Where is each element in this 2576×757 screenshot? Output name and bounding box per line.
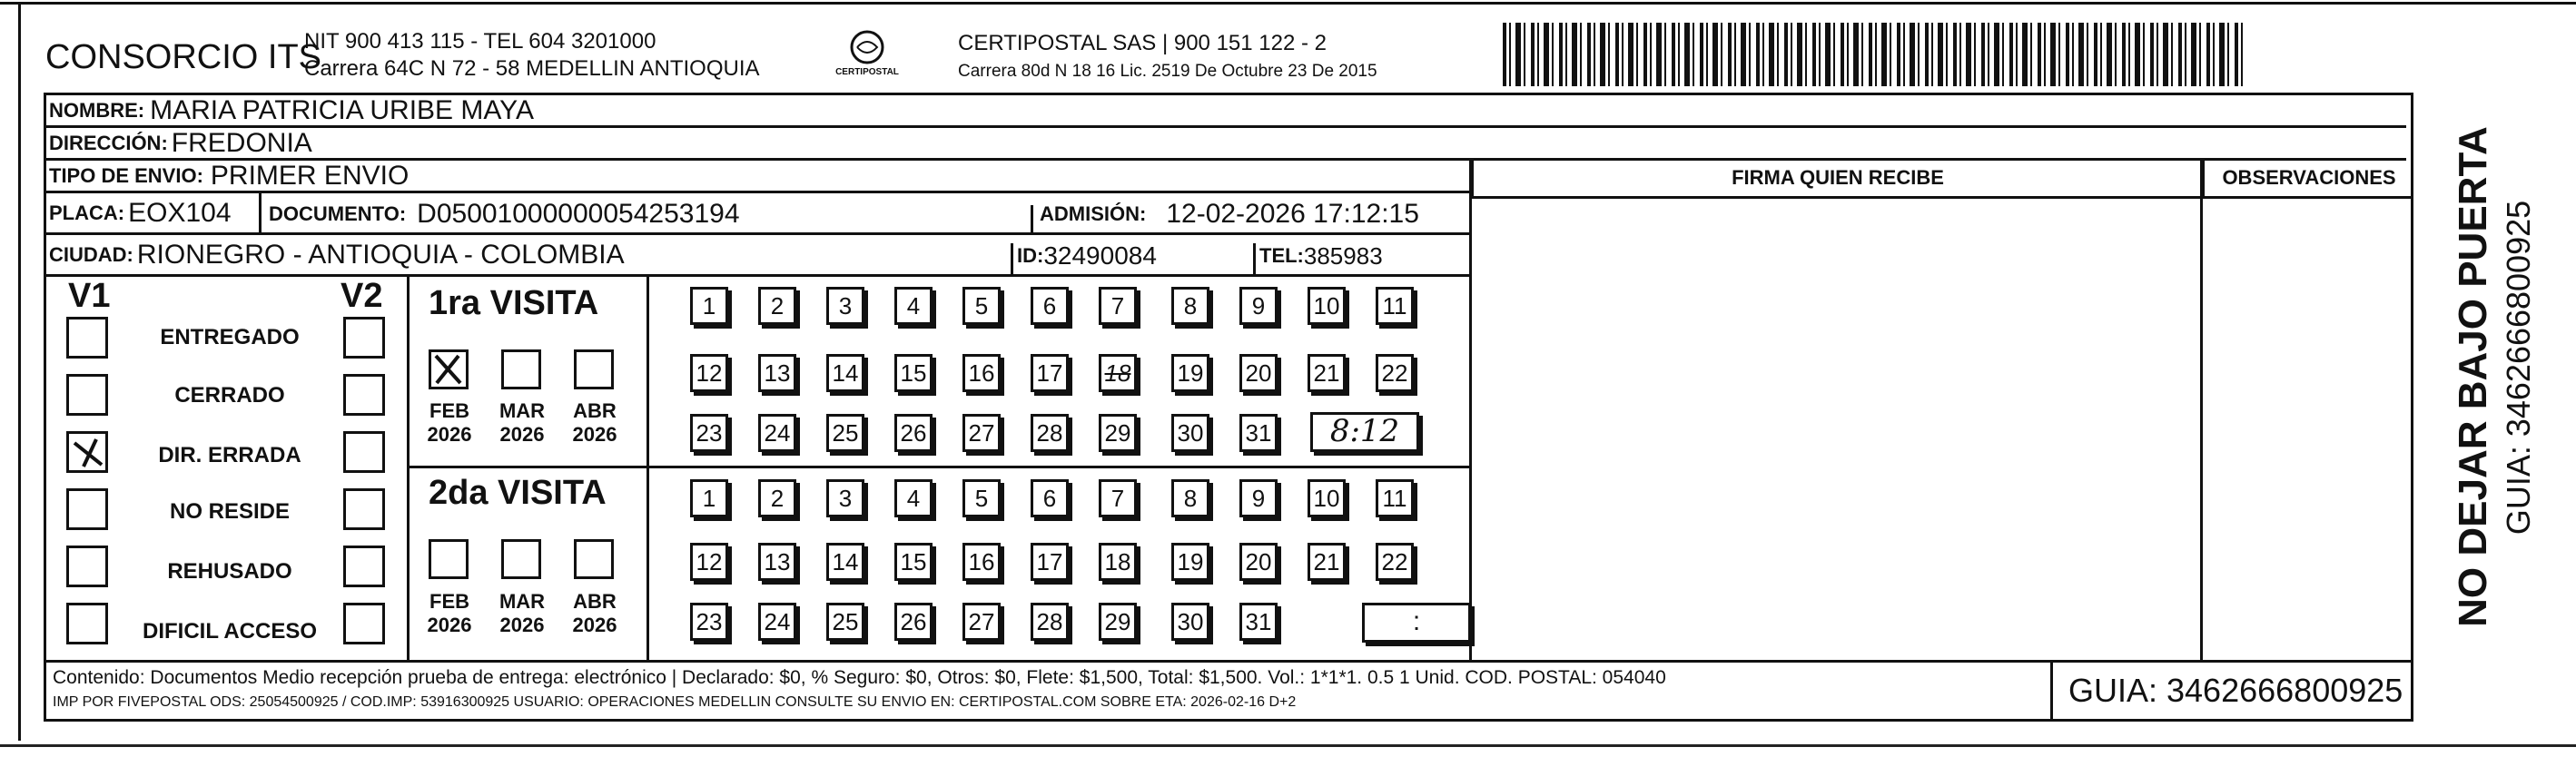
admision-cell: [1040, 193, 1419, 235]
second-visit-abr-checkbox[interactable]: [574, 539, 614, 579]
footer-guia-divider: [2050, 660, 2053, 722]
first-visit-time-field[interactable]: [1310, 412, 1419, 452]
second-visit-day-27[interactable]: 27: [962, 603, 1001, 641]
row-ciudad: [45, 235, 1471, 277]
observaciones-label: OBSERVACIONES: [2222, 166, 2396, 189]
id-value: 32490084: [1043, 241, 1157, 270]
second-visit-day-28[interactable]: 28: [1031, 603, 1069, 641]
second-visit-time-field[interactable]: [1362, 603, 1471, 643]
second-visit-day-4[interactable]: 4: [894, 479, 933, 517]
first-visit-day-18[interactable]: 18: [1099, 354, 1137, 392]
second-visit-day-6[interactable]: 6: [1031, 479, 1069, 517]
second-visit-day-8[interactable]: 8: [1171, 479, 1209, 517]
row-tipo-envio: [45, 161, 1471, 193]
first-visit-day-6[interactable]: 6: [1031, 287, 1069, 325]
direccion-value: FREDONIA: [171, 127, 312, 158]
v1-label: V1: [68, 277, 111, 315]
second-visit-day-13[interactable]: 13: [758, 543, 796, 581]
first-visit-day-21[interactable]: 21: [1308, 354, 1346, 392]
first-visit-month-feb: FEB 2026: [427, 399, 472, 446]
v2-checkbox-no-reside[interactable]: [343, 488, 385, 530]
visit-separator: [407, 466, 1471, 468]
status-rehusado: REHUSADO: [167, 559, 292, 584]
id-cell: [1017, 235, 1157, 277]
status-cerrado: CERRADO: [174, 383, 285, 408]
observaciones-column-divider: [2200, 161, 2203, 663]
second-visit-day-24[interactable]: 24: [758, 603, 796, 641]
second-visit-day-7[interactable]: 7: [1099, 479, 1137, 517]
second-visit-month-feb: FEB 2026: [427, 590, 472, 636]
first-visit-day-1[interactable]: 1: [690, 287, 728, 325]
first-visit-day-15[interactable]: 15: [894, 354, 933, 392]
certipostal-logo: [835, 27, 899, 82]
status-entregado: ENTREGADO: [160, 325, 300, 349]
first-visit-abr-checkbox[interactable]: [574, 349, 614, 389]
second-visit-day-18[interactable]: 18: [1099, 543, 1137, 581]
check-mark-icon: [69, 434, 105, 470]
second-visit-mar-checkbox[interactable]: [501, 539, 541, 579]
second-visit-day-21[interactable]: 21: [1308, 543, 1346, 581]
tel-value: 385983: [1303, 241, 1383, 270]
ciudad-value: RIONEGRO - ANTIOQUIA - COLOMBIA: [136, 239, 625, 270]
second-visit-day-11[interactable]: 11: [1376, 479, 1414, 517]
second-visit-feb-checkbox[interactable]: [429, 539, 469, 579]
first-visit-day-8[interactable]: 8: [1171, 287, 1209, 325]
second-visit-time-value: :: [1412, 606, 1421, 636]
first-visit-day-26[interactable]: 26: [894, 414, 933, 452]
first-visit-day-9[interactable]: 9: [1239, 287, 1278, 325]
first-visit-feb-checkbox[interactable]: [429, 349, 469, 389]
logo-caption: CERTIPOSTAL: [835, 67, 899, 77]
v2-checkbox-dir-errada[interactable]: [343, 431, 385, 473]
second-visit-day-2[interactable]: 2: [758, 479, 796, 517]
top-frame-line: [0, 2, 2576, 5]
second-visit-day-14[interactable]: 14: [826, 543, 864, 581]
placa-label: PLACA:: [49, 201, 125, 224]
side-guia: GUIA: 3462666800925: [2500, 200, 2537, 536]
first-visit-day-30[interactable]: 30: [1171, 414, 1209, 452]
divider-placa: [259, 193, 262, 235]
first-visit-mar-checkbox[interactable]: [501, 349, 541, 389]
first-visit-day-5[interactable]: 5: [962, 287, 1001, 325]
second-visit-day-9[interactable]: 9: [1239, 479, 1278, 517]
first-visit-day-14[interactable]: 14: [826, 354, 864, 392]
carrier-name: CERTIPOSTAL SAS | 900 151 122 - 2: [958, 31, 1327, 55]
second-visit-month-mar: MAR 2026: [498, 590, 546, 636]
second-visit-day-22[interactable]: 22: [1376, 543, 1414, 581]
v1-checkbox-rehusado[interactable]: [66, 546, 108, 587]
firma-label: FIRMA QUIEN RECIBE: [1732, 166, 1944, 189]
first-visit-month-mar: MAR 2026: [498, 399, 546, 446]
footer-guia: GUIA: 3462666800925: [2068, 672, 2403, 709]
footer-imp: IMP POR FIVEPOSTAL ODS: 25054500925 / COD.IMP: 53916300925 USUARIO: OPERACIONES MEDELLIN CONSULTE SU ENVIO EN: CERTIPOSTAL.COM SOBRE ETA: 2026-02-16 D+2: [53, 694, 1297, 710]
barcode: [1503, 23, 2243, 86]
v1-checkbox-no-reside[interactable]: [66, 488, 108, 530]
first-visit-day-7[interactable]: 7: [1099, 287, 1137, 325]
v2-label: V2: [341, 277, 383, 315]
second-visit-day-30[interactable]: 30: [1171, 603, 1209, 641]
admision-label: ADMISIÓN:: [1040, 202, 1147, 225]
side-notice-block: [2419, 118, 2555, 644]
first-visit-day-11[interactable]: 11: [1376, 287, 1414, 325]
first-visit-day-2[interactable]: 2: [758, 287, 796, 325]
status-divider: [407, 277, 410, 663]
second-visit-day-29[interactable]: 29: [1099, 603, 1137, 641]
id-label: ID:: [1017, 244, 1044, 267]
second-visit-day-17[interactable]: 17: [1031, 543, 1069, 581]
first-visit-day-27[interactable]: 27: [962, 414, 1001, 452]
second-visit-day-12[interactable]: 12: [690, 543, 728, 581]
first-visit-day-28[interactable]: 28: [1031, 414, 1069, 452]
first-visit-day-12[interactable]: 12: [690, 354, 728, 392]
v1-checkbox-cerrado[interactable]: [66, 374, 108, 416]
first-visit-day-3[interactable]: 3: [826, 287, 864, 325]
visit-block-divider: [646, 277, 649, 663]
second-visit-day-10[interactable]: 10: [1308, 479, 1346, 517]
first-visit-day-19[interactable]: 19: [1171, 354, 1209, 392]
second-visit-day-23[interactable]: 23: [690, 603, 728, 641]
first-visit-day-17[interactable]: 17: [1031, 354, 1069, 392]
side-notice: NO DEJAR BAJO PUERTA: [2451, 126, 2495, 627]
second-visit-day-20[interactable]: 20: [1239, 543, 1278, 581]
first-visit-day-13[interactable]: 13: [758, 354, 796, 392]
tel-cell: [1259, 235, 1383, 277]
second-visit-day-3[interactable]: 3: [826, 479, 864, 517]
first-visit-day-31[interactable]: 31: [1239, 414, 1278, 452]
ciudad-label: CIUDAD:: [49, 242, 133, 266]
v2-checkbox-dificil-acceso[interactable]: [343, 603, 385, 644]
carrier-address: Carrera 80d N 18 16 Lic. 2519 De Octubre 23 De 2015: [958, 62, 1377, 81]
divider-admision: [1031, 205, 1033, 235]
first-visit-title: 1ra VISITA: [429, 284, 599, 322]
nombre-value: MARIA PATRICIA URIBE MAYA: [150, 94, 534, 125]
second-visit-day-31[interactable]: 31: [1239, 603, 1278, 641]
check-mark-icon: [431, 352, 466, 387]
row-nombre: [45, 95, 2406, 128]
first-visit-day-20[interactable]: 20: [1239, 354, 1278, 392]
first-visit-day-23[interactable]: 23: [690, 414, 728, 452]
left-frame-line: [18, 2, 21, 741]
first-visit-time-value: 8:12: [1329, 413, 1400, 449]
company-nit: NIT 900 413 115 - TEL 604 3201000: [304, 29, 656, 54]
first-visit-day-4[interactable]: 4: [894, 287, 933, 325]
documento-label: DOCUMENTO:: [269, 202, 407, 225]
footer-contenido: Contenido: Documentos Medio recepción prueba de entrega: electrónico | Declarado: $0, % Seguro: $0, Otros: $0, Flete: $1,500, Total: $1,500. Vol.: 1*1*1. 0.5 1 Unid. COD. POSTAL: 054040: [53, 667, 1666, 688]
company-name: CONSORCIO ITS: [45, 38, 322, 76]
divider-id: [1011, 243, 1013, 277]
tipo-value: PRIMER ENVIO: [210, 160, 410, 191]
first-visit-day-29[interactable]: 29: [1099, 414, 1137, 452]
row-direccion: [45, 128, 2406, 161]
firma-header: [1471, 161, 2202, 199]
second-visit-month-abr: ABR 2026: [572, 590, 617, 636]
v1-checkbox-dir-errada[interactable]: [66, 431, 108, 473]
second-visit-title: 2da VISITA: [429, 474, 607, 512]
v2-checkbox-cerrado[interactable]: [343, 374, 385, 416]
documento-cell: [269, 193, 740, 235]
first-visit-day-24[interactable]: 24: [758, 414, 796, 452]
tel-label: TEL:: [1259, 244, 1304, 267]
tipo-label: TIPO DE ENVIO:: [49, 163, 203, 187]
direccion-label: DIRECCIÓN:: [49, 131, 168, 154]
second-visit-day-25[interactable]: 25: [826, 603, 864, 641]
admision-value: 12-02-2026 17:12:15: [1166, 199, 1419, 229]
second-visit-day-26[interactable]: 26: [894, 603, 933, 641]
status-dir-errada: DIR. ERRADA: [158, 443, 301, 467]
first-visit-day-16[interactable]: 16: [962, 354, 1001, 392]
firma-column-divider: [1469, 161, 1472, 663]
v1-checkbox-entregado[interactable]: [66, 317, 108, 359]
placa-value: EOX104: [128, 197, 232, 228]
first-visit-day-22[interactable]: 22: [1376, 354, 1414, 392]
first-visit-month-abr: ABR 2026: [572, 399, 617, 446]
v1-checkbox-dificil-acceso[interactable]: [66, 603, 108, 644]
first-visit-day-25[interactable]: 25: [826, 414, 864, 452]
observaciones-header: [2202, 161, 2413, 199]
bottom-frame-line: [0, 744, 2576, 747]
second-visit-day-1[interactable]: 1: [690, 479, 728, 517]
documento-value: D05001000000054253194: [417, 199, 740, 229]
second-visit-day-16[interactable]: 16: [962, 543, 1001, 581]
first-visit-day-10[interactable]: 10: [1308, 287, 1346, 325]
second-visit-day-19[interactable]: 19: [1171, 543, 1209, 581]
v2-checkbox-entregado[interactable]: [343, 317, 385, 359]
divider-tel: [1253, 243, 1256, 277]
nombre-label: NOMBRE:: [49, 98, 145, 122]
status-no-reside: NO RESIDE: [169, 499, 291, 524]
second-visit-day-5[interactable]: 5: [962, 479, 1001, 517]
second-visit-day-15[interactable]: 15: [894, 543, 933, 581]
status-dificil-acceso: DIFICIL ACCESO: [142, 619, 317, 644]
company-address: Carrera 64C N 72 - 58 MEDELLIN ANTIOQUIA: [304, 56, 760, 81]
v2-checkbox-rehusado[interactable]: [343, 546, 385, 587]
